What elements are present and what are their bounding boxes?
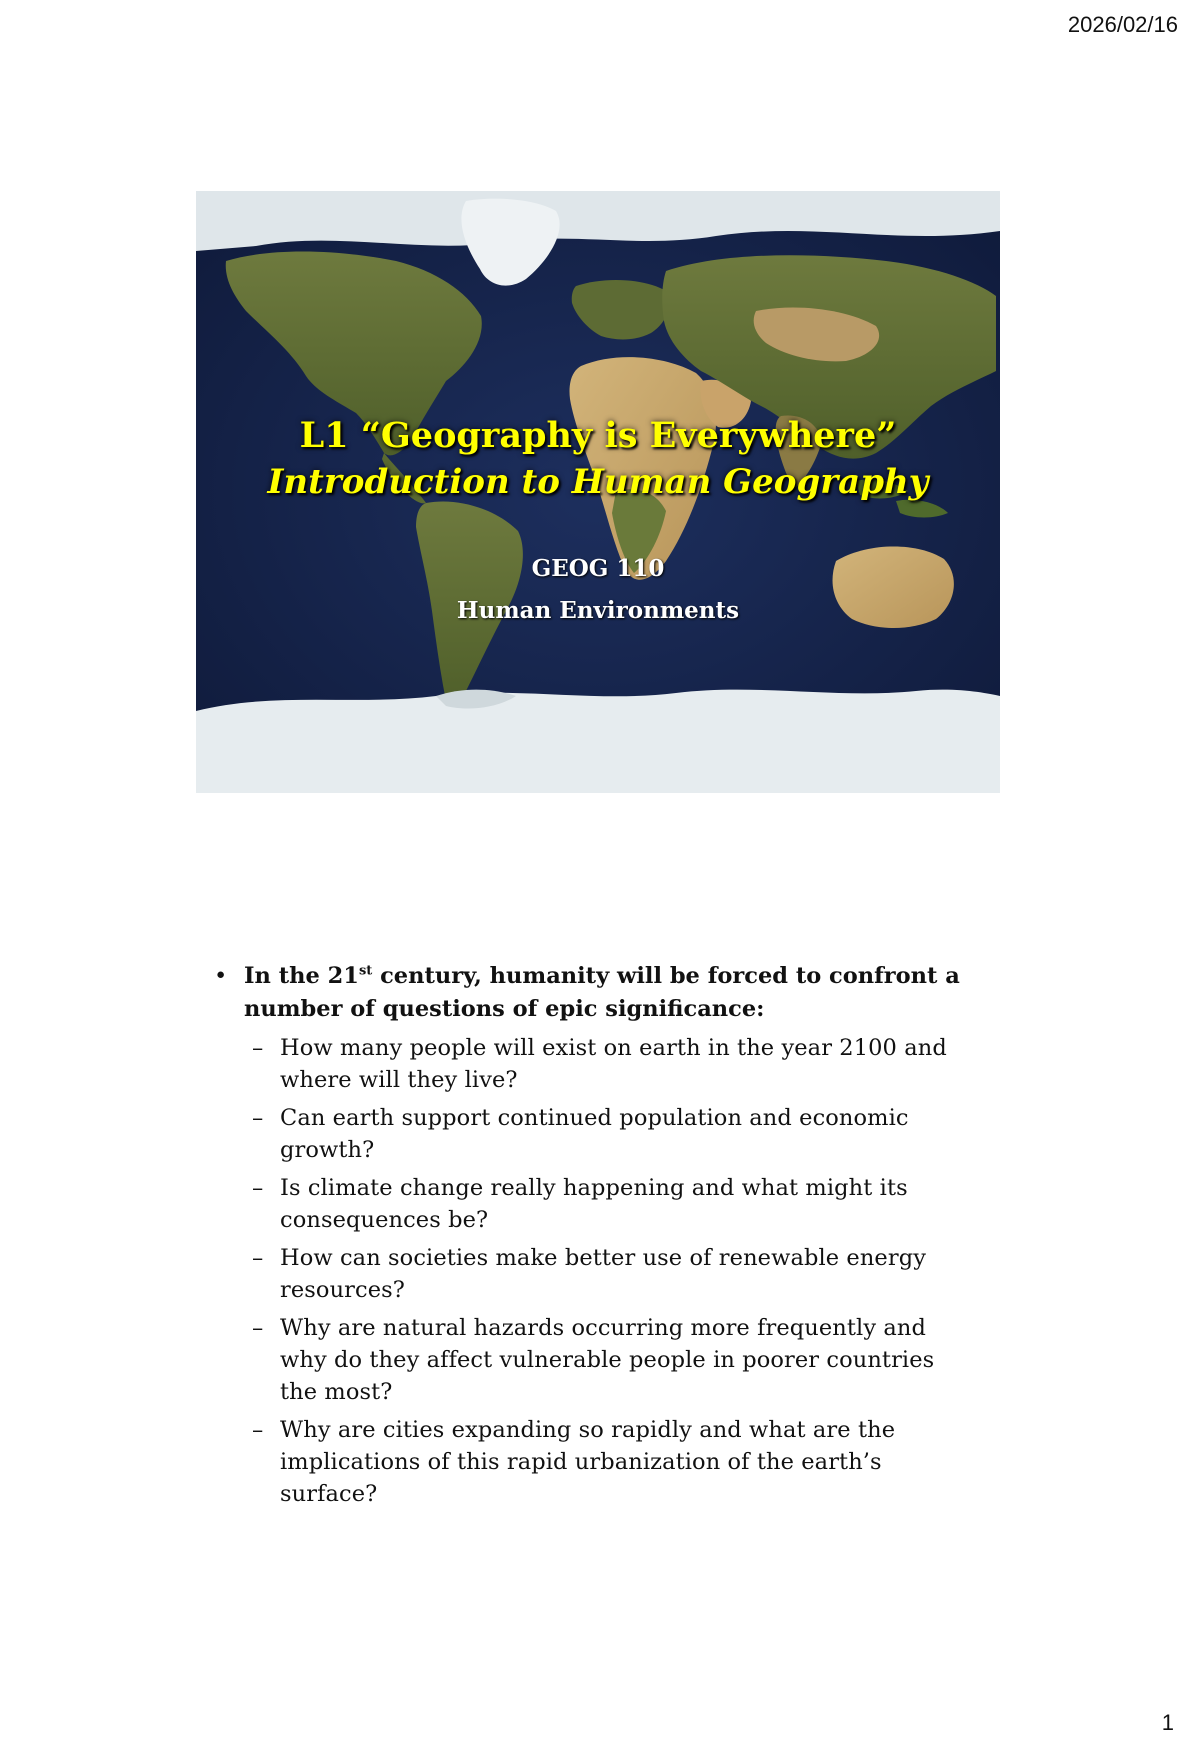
question-item	[252, 1102, 970, 1166]
bullet-dot-icon: •	[214, 963, 228, 989]
question-text: How can societies make better use of renewable energy resources?	[280, 1245, 927, 1303]
lead-text-end: century, humanity will be forced to confront a number of questions of epic significance:	[244, 963, 960, 1022]
title-slide	[196, 191, 1000, 793]
question-item	[252, 1032, 970, 1096]
lead-text-start: In the 21	[244, 963, 359, 989]
question-text: Can earth support continued population and economic growth?	[280, 1105, 909, 1163]
slide-title: L1 “Geography is Everywhere”	[299, 415, 897, 456]
question-text: Why are cities expanding so rapidly and what are the implications of this rapid urbanization of the earth’s surface?	[280, 1417, 896, 1507]
questions-slide	[196, 960, 1000, 1560]
page-date: 2026/02/16	[1067, 12, 1178, 37]
dash-icon: –	[252, 1035, 264, 1061]
dash-icon: –	[252, 1315, 264, 1341]
slide-subtitle: Introduction to Human Geography	[267, 462, 929, 502]
dash-icon: –	[252, 1417, 264, 1443]
dash-icon: –	[252, 1105, 264, 1131]
question-text: Why are natural hazards occurring more frequently and why do they affect vulnerable people in poorer countries the most?	[280, 1315, 935, 1405]
question-item	[252, 1312, 970, 1408]
question-item	[252, 1414, 970, 1510]
dash-icon: –	[252, 1245, 264, 1271]
question-list	[252, 1032, 970, 1516]
course-name: Human Environments	[456, 597, 740, 624]
title-slide-text	[196, 191, 1000, 793]
lead-bullet	[214, 960, 964, 1026]
question-item	[252, 1172, 970, 1236]
lead-superscript: st	[358, 963, 373, 979]
question-text: How many people will exist on earth in the year 2100 and where will they live?	[280, 1035, 947, 1093]
question-item	[252, 1242, 970, 1306]
question-text: Is climate change really happening and what might its consequences be?	[280, 1175, 908, 1233]
dash-icon: –	[252, 1175, 264, 1201]
course-code: GEOG 110	[531, 555, 665, 582]
page-number: 1	[1161, 1710, 1174, 1735]
